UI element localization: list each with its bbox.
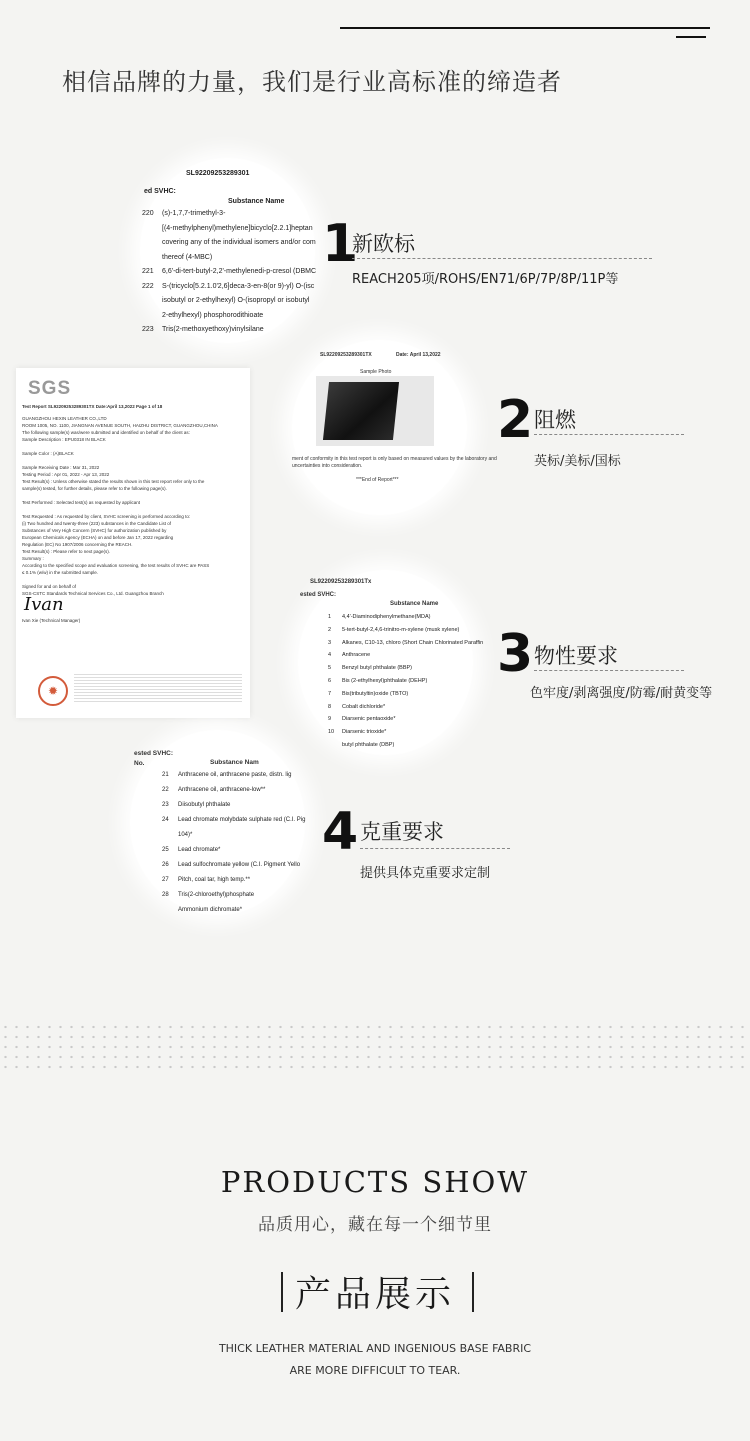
row-substance: (s)-1,7,7-trimethyl-3- <box>162 210 226 217</box>
feature-title: 克重要求 <box>360 820 444 844</box>
row-number: 2 <box>328 626 332 633</box>
feature-number: 1 <box>322 214 359 274</box>
row-number: 9 <box>328 716 332 723</box>
row-substance: Tris(2-chloroethyl)phosphate <box>178 892 255 898</box>
top-divider-line <box>340 27 710 29</box>
feature-divider <box>534 670 684 671</box>
row-substance: 6,6'-di-tert-butyl-2,2'-methylenedi-p-cresol (DBMC <box>162 268 316 275</box>
doc-heading-left: ested SVHC: <box>300 592 337 598</box>
row-number: 3 <box>328 639 332 646</box>
row-substance: covering any of the individual isomers and/or com <box>162 239 316 246</box>
row-substance: Anthracene oil, anthracene-low** <box>178 787 266 793</box>
feature-title: 阻燃 <box>534 408 576 432</box>
report-line: GUANGZHOU HEXIN LEATHER CO.,LTD <box>22 416 107 421</box>
feature-number: 3 <box>497 624 534 684</box>
report-line: The following sample(s) was/were submitted and identified on behalf of the client as: <box>22 430 190 435</box>
row-number: 28 <box>162 892 169 898</box>
row-number: 1 <box>328 614 332 620</box>
row-substance: Lead chromate* <box>178 847 221 853</box>
row-substance: Bis (2-ethylhexyl)phthalate (DEHP) <box>342 678 428 684</box>
sgs-test-report <box>16 368 250 718</box>
svhc-doc-circle-4 <box>130 730 305 915</box>
products-show-subtitle: 品质用心，藏在每一个细节里 <box>258 1215 492 1235</box>
brand-tagline: 相信品牌的力量，我们是行业高标准的缔造者 <box>62 68 562 96</box>
row-number: 6 <box>328 678 332 684</box>
report-header-line: Test Report SL92209253289301TX Date:April 13,2022 Page 1 of 18 <box>22 404 163 409</box>
report-footer-text <box>74 674 242 704</box>
sgs-stamp-icon: ✹ <box>38 676 68 706</box>
row-substance: Cobalt dichloride* <box>342 703 386 710</box>
row-substance: S-(tricyclo[5.2.1.0'2,6]deca-3-en-8(or 9)-yl) O-(isc <box>162 282 315 290</box>
feature-title: 物性要求 <box>534 644 618 668</box>
doc-heading-right: Substance Nam <box>210 759 259 766</box>
report-line: ≤ 0.1% (w/w) in the submitted sample. <box>22 570 98 575</box>
products-en-line-2: ARE MORE DIFFICULT TO TEAR. <box>289 1364 461 1377</box>
end-of-report: ***End of Report*** <box>356 477 399 483</box>
row-number: 24 <box>162 817 169 823</box>
products-show-title: PRODUCTS SHOW <box>220 1165 530 1199</box>
row-substance: thereof (4-MBC) <box>162 253 213 261</box>
row-substance: Pitch, coal tar, high temp.** <box>178 877 251 883</box>
products-en-line-1: THICK LEATHER MATERIAL AND INGENIOUS BASE FABRIC <box>218 1342 532 1355</box>
conformity-note-1: ment of conformity in this test report is only based on measured values by the laboratory and <box>292 456 497 462</box>
feature-title: 新欧标 <box>352 232 415 256</box>
products-cn-title: 产品展示 <box>294 1274 455 1315</box>
feature-4 <box>322 802 359 862</box>
row-substance: 4,4'-Diaminodiphenylmethane(MDA) <box>342 614 431 620</box>
doc-heading-left: ed SVHC: <box>144 188 176 195</box>
report-line: Sample Color : (A)BLACK <box>22 451 74 456</box>
row-number: 223 <box>142 326 154 333</box>
row-substance: 5-tert-butyl-2,4,6-trinitro-m-xylene (musk xylene) <box>342 626 460 633</box>
report-line: Regulation (EC) No 1907/2006 concerning the REACH. <box>22 542 133 547</box>
row-number: 27 <box>162 877 169 883</box>
feature-number: 4 <box>322 802 359 862</box>
row-substance: isobutyl or 2-ethylhexyl) O-(isopropyl or isobutyl <box>162 297 310 304</box>
report-line: Testing Period : Apr 01, 2022 - Apr 13, 2022 <box>22 472 110 477</box>
row-number: 26 <box>162 862 169 868</box>
signer-name: Ivan Xie (Technical Manager) <box>22 618 81 623</box>
row-number: 23 <box>162 802 169 808</box>
row-number: 10 <box>328 729 335 736</box>
row-substance: Benzyl butyl phthalate (BBP) <box>342 665 413 672</box>
row-number: 21 <box>162 772 169 778</box>
row-substance: Lead sulfochromate yellow (C.I. Pigment Yello <box>178 862 301 868</box>
doc-heading-right: Substance Name <box>228 198 285 205</box>
feature-number: 2 <box>497 390 534 450</box>
sample-photo-label: Sample Photo <box>360 369 392 375</box>
row-substance: Diisobutyl phthalate <box>178 802 231 808</box>
row-number: 25 <box>162 847 169 853</box>
feature-desc: 英标/美标/国标 <box>534 454 621 469</box>
report-line: Sample Description : EPU0318 IN BLACK <box>22 437 106 442</box>
dotted-pattern-band <box>0 1022 750 1074</box>
doc-code: SL92209253289301 <box>186 170 250 177</box>
title-bar-right <box>472 1272 474 1312</box>
doc-heading-no: No. <box>134 760 145 767</box>
feature-divider <box>534 434 684 435</box>
row-substance: Anthracene <box>342 652 371 659</box>
report-line: Substances of Very High Concern (SVHC) for authorization published by <box>22 528 167 533</box>
doc-heading-left: ested SVHC: <box>134 750 174 757</box>
conformity-note-2: uncertainties into consideration. <box>292 463 363 469</box>
row-substance: Ammonium dichromate* <box>178 907 243 913</box>
sgs-logo: SGS <box>28 378 72 399</box>
row-number: 4 <box>328 652 332 659</box>
row-substance: Diarsenic pentaoxide* <box>342 716 396 723</box>
report-line: (i) Two hundred and twenty-three (223) substances in the Candidate List of <box>22 521 172 526</box>
feature-desc: 色牢度/剥离强度/防霉/耐黄变等 <box>530 686 713 701</box>
feature-desc: 提供具体克重要求定制 <box>360 866 491 881</box>
feature-desc: REACH205项/ROHS/EN71/6P/7P/8P/11P等 <box>352 272 619 287</box>
doc-date: Date: April 13,2022 <box>396 352 441 358</box>
doc-heading-right: Substance Name <box>390 601 439 607</box>
svhc-doc-circle-1 <box>140 158 315 343</box>
row-number: 221 <box>142 268 154 275</box>
report-line: Sample Receiving Date : Mar 31, 2022 <box>22 465 100 470</box>
report-line: According to the specified scope and evaluation screening, the test results of SVHC are PASS <box>22 563 210 568</box>
report-line: SGS-CSTC Standards Technical Services Co., Ltd. Guangzhou Branch <box>22 591 164 596</box>
row-number: 22 <box>162 787 169 793</box>
row-substance: [(4-methylphenyl)methylene]bicyclo[2.2.1]heptan <box>162 224 313 232</box>
row-number: 8 <box>328 703 332 710</box>
report-line: European Chemicals Agency (ECHA) on and before Jan 17, 2022 regarding <box>22 535 174 540</box>
report-line: sample(s) tested, for further details, please refer to the following page(s). <box>22 486 167 491</box>
report-line: Summary : <box>22 556 44 561</box>
row-substance: Bis(tributyltin)oxide (TBTO) <box>342 690 409 697</box>
report-line: Test Result(s) : Please refer to next page(s). <box>22 549 111 554</box>
sample-photo-frame <box>316 376 434 446</box>
svhc-doc-circle-3 <box>298 570 484 755</box>
doc-code: SL92209253289301TX <box>320 352 372 358</box>
sample-photo-circle <box>292 340 497 515</box>
row-substance: Anthracene oil, anthracene paste, distn. lig <box>178 772 292 778</box>
feature-divider <box>352 258 652 259</box>
row-number: 220 <box>142 210 154 217</box>
doc-code: SL92209253289301Tx <box>310 579 372 585</box>
row-substance: 104)* <box>178 832 193 838</box>
feature-divider <box>360 848 510 849</box>
row-number: 222 <box>142 282 154 290</box>
feature-2 <box>497 390 534 450</box>
top-divider-accent <box>676 36 706 38</box>
report-line: Test Performed : Selected test(s) as requested by applicant <box>22 500 141 505</box>
row-substance: Alkanes, C10-13, chloro (Short Chain Chlorinated Paraffin <box>342 639 484 646</box>
report-line: ROOM 1005, NO. 1100, JIANGNAN AVENUE SOUTH, HAIZHU DISTRICT, GUANGZHOU,CHINA <box>22 423 218 428</box>
row-substance: Lead chromate molybdate sulphate red (C.I. Pig <box>178 817 306 823</box>
report-line: Signed for and on behalf of <box>22 584 77 589</box>
row-number: 5 <box>328 665 332 672</box>
row-number: 7 <box>328 690 332 697</box>
row-substance: butyl phthalate (DBP) <box>342 742 395 748</box>
black-leather-sample-image <box>323 382 399 440</box>
feature-3 <box>497 624 534 684</box>
report-line: Test Requested : As requested by client, SVHC screening is performed according to: <box>22 514 191 519</box>
report-line: Test Result(s) : Unless otherwise stated the results shown in this test report refer only to the <box>22 479 205 484</box>
signature: Ivan <box>24 594 64 615</box>
row-substance: Tris(2-methoxyethoxy)vinylsilane <box>162 326 264 333</box>
row-substance: Diarsenic trioxide* <box>342 729 387 736</box>
row-substance: 2-ethylhexyl) phosphorodithioate <box>162 311 264 319</box>
